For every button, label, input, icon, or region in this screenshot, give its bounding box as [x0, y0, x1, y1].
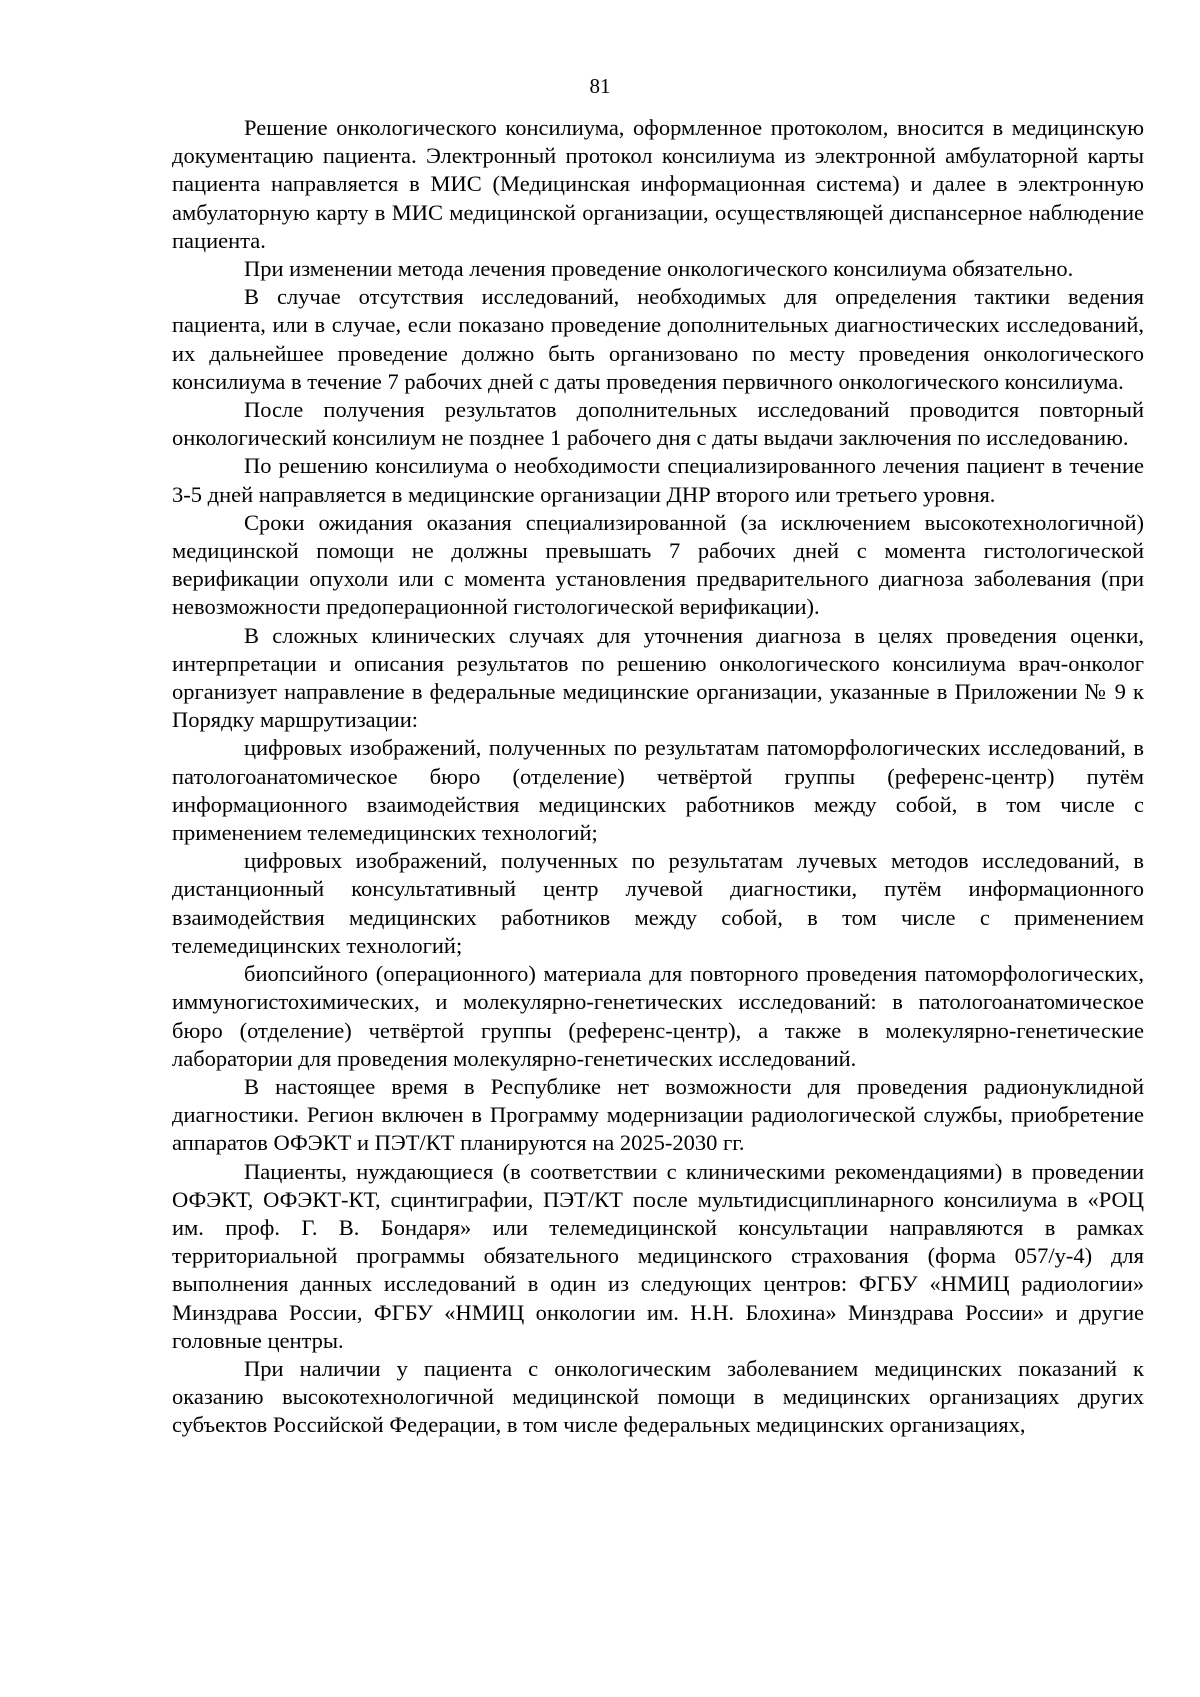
- paragraph-repeat-consilium: После получения результатов дополнительных исследований проводится повторный онкологический консилиум не позднее 1 рабочего дня с даты выдачи заключения по исследованию.: [172, 397, 1144, 451]
- paragraph-method-change: При изменении метода лечения проведение онкологического консилиума обязательно.: [244, 256, 1074, 282]
- paragraph-digital-radiology: цифровых изображений, полученных по результатам лучевых методов исследований, в дистанционный консультативный центр лучевой диагностики, путём информационного взаимодействия медицинских работников между собой, в том числе с применением телемедицинских технологий;: [172, 848, 1144, 958]
- document-body: [172, 114, 1144, 1440]
- paragraph-missing-research: В случае отсутствия исследований, необходимых для определения тактики ведения пациента, или в случае, если показано проведение дополнительных диагностических исследований, их дальнейшее проведение должно быть организовано по месту проведения онкологического консилиума в течение 7 рабочих дней с даты проведения первичного онкологического консилиума.: [172, 284, 1144, 394]
- paragraph-referral: По решению консилиума о необходимости специализированного лечения пациент в течение 3-5 дней направляется в медицинские организации ДНР второго или третьего уровня.: [172, 453, 1144, 507]
- paragraph-biopsy-material: биопсийного (операционного) материала для повторного проведения патоморфологических, иммуногистохимических, и молекулярно-генетических исследований: в патологоанатомическое бюро (отделение) четвёртой группы (референс-центр), а также в молекулярно-генетические лаборатории для проведения молекулярно-генетических исследований.: [172, 961, 1144, 1071]
- paragraph-digital-pathology: цифровых изображений, полученных по результатам патоморфологических исследований, в патологоанатомическое бюро (отделение) четвёртой группы (референс-центр) путём информационного взаимодействия медицинских работников между собой, в том числе с применением телемедицинских технологий;: [172, 735, 1144, 846]
- paragraph-complex-cases: В сложных клинических случаях для уточнения диагноза в целях проведения оценки, интерпретации и описания результатов по решению онкологического консилиума врач-онколог организует направление в федеральные медицинские организации, указанные в Приложении № 9 к Порядку маршрутизации:: [172, 622, 1144, 733]
- paragraph-waiting-time: Сроки ожидания оказания специализированной (за исключением высокотехнологичной) медицинской помощи не должны превышать 7 рабочих дней с момента гистологической верификации опухоли или с момента установления предварительного диагноза заболевания (при невозможности предоперационной гистологической верификации).: [172, 509, 1144, 620]
- paragraph-radionuclide: В настоящее время в Республике нет возможности для проведения радионуклидной диагностики. Регион включен в Программу модернизации радиологической службы, приобретение аппаратов ОФЭКТ и ПЭТ/КТ планируются на 2025-2030 гг.: [172, 1073, 1144, 1156]
- paragraph-high-tech-care: При наличии у пациента с онкологическим заболеванием медицинских показаний к оказанию высокотехнологичной медицинской помощи в медицинских организациях других субъектов Российской Федерации, в том числе федеральных медицинских организациях,: [172, 1355, 1144, 1438]
- page-number: 81: [589, 74, 611, 98]
- paragraph-patients-ofekt: Пациенты, нуждающиеся (в соответствии с клиническими рекомендациями) в проведении ОФЭКТ, ОФЭКТ-КТ, сцинтиграфии, ПЭТ/КТ после мультидисциплинарного консилиума в «РОЦ им. проф. Г. В. Бондаря» или телемедицинской консультации направляются в рамках территориальной программы обязательного медицинского страхования (форма 057/у-4) для выполнения данных исследований в один из следующих центров: ФГБУ «НМИЦ радиологии» Минздрава России, ФГБУ «НМИЦ онкологии им. Н.Н. Блохина» Минздрава России» и другие головные центры.: [172, 1158, 1144, 1353]
- paragraph-protocol: Решение онкологического консилиума, оформленное протоколом, вносится в медицинскую документацию пациента. Электронный протокол консилиума из электронной амбулаторной карты пациента направляется в МИС (Медицинская информационная система) и далее в электронную амбулаторную карту в МИС медицинской организации, осуществляющей диспансерное наблюдение пациента.: [172, 115, 1144, 253]
